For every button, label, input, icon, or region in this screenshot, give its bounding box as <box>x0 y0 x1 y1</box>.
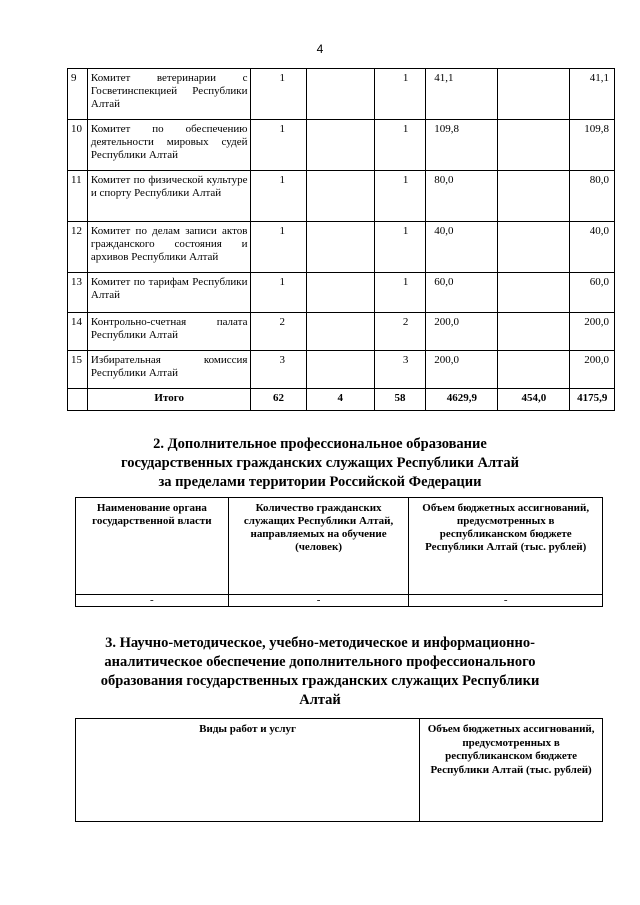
value-cell: 40,0 <box>570 222 615 273</box>
section-2-table <box>75 497 603 607</box>
organ-name: Комитет по делам записи актов гражданского состояния и архивов Республики Алтай <box>87 222 251 273</box>
budget-table-body <box>68 69 615 411</box>
value-cell <box>498 171 570 222</box>
value-cell: 3 <box>251 351 306 389</box>
value-cell: 41,1 <box>570 69 615 120</box>
section-3-title <box>0 634 640 710</box>
row-number: 15 <box>68 351 88 389</box>
value-cell: 41,1 <box>426 69 498 120</box>
row-number: 14 <box>68 313 88 351</box>
section-2-title-line: за пределами территории Российской Федерации <box>158 474 482 490</box>
section-3-table <box>75 718 603 822</box>
table-row <box>68 69 615 120</box>
value-cell: 60,0 <box>570 273 615 313</box>
value-cell <box>306 120 374 171</box>
total-row <box>68 389 615 411</box>
value-cell: 200,0 <box>570 313 615 351</box>
row-number: 13 <box>68 273 88 313</box>
row-number: 11 <box>68 171 88 222</box>
section-2-title-line: государственных гражданских служащих Республики Алтай <box>120 455 520 471</box>
organ-name: Комитет по физической культуре и спорту Республики Алтай <box>87 171 251 222</box>
value-cell <box>306 222 374 273</box>
value-cell: 1 <box>374 69 425 120</box>
value-cell: 1 <box>251 69 306 120</box>
value-cell: 109,8 <box>570 120 615 171</box>
table-row <box>68 120 615 171</box>
total-value: 4175,9 <box>570 389 615 411</box>
column-header-work-types: Виды работ и услуг <box>76 719 420 822</box>
organ-name: Контрольно-счетная палата Республики Алтай <box>87 313 251 351</box>
value-cell: 60,0 <box>426 273 498 313</box>
section-2-title <box>0 435 640 492</box>
column-header-organ: Наименование органа государственной власти <box>76 498 229 595</box>
value-cell <box>306 171 374 222</box>
section-2-title-line: 2. Дополнительное профессиональное образование <box>153 436 487 452</box>
value-cell <box>498 313 570 351</box>
table-row <box>68 273 615 313</box>
page-number: 4 <box>316 42 324 56</box>
value-cell: 80,0 <box>570 171 615 222</box>
value-cell: 2 <box>374 313 425 351</box>
total-value: 454,0 <box>498 389 570 411</box>
section-3-title-line: Алтай <box>299 692 341 708</box>
value-cell: 1 <box>374 171 425 222</box>
section-3-title-line: аналитическое обеспечение дополнительного профессионального <box>104 654 536 670</box>
value-cell: 200,0 <box>570 351 615 389</box>
row-number: 10 <box>68 120 88 171</box>
value-cell <box>306 69 374 120</box>
value-cell <box>306 313 374 351</box>
value-cell: 1 <box>251 171 306 222</box>
value-cell: 109,8 <box>426 120 498 171</box>
table-row <box>68 313 615 351</box>
total-value: 4 <box>306 389 374 411</box>
column-header-budget: Объем бюджетных ассигнований, предусмотренных в республиканском бюджете Республики Алтай (тыс. рублей) <box>420 719 603 822</box>
value-cell: 80,0 <box>426 171 498 222</box>
value-cell: 2 <box>251 313 306 351</box>
value-cell <box>498 273 570 313</box>
organ-name: Избирательная комиссия Республики Алтай <box>87 351 251 389</box>
total-value: 4629,9 <box>426 389 498 411</box>
table-row <box>68 222 615 273</box>
value-cell: 40,0 <box>426 222 498 273</box>
value-cell: 1 <box>374 120 425 171</box>
organ-name: Комитет ветеринарии с Госветинспекцией Республики Алтай <box>87 69 251 120</box>
organ-name: Комитет по обеспечению деятельности мировых судей Республики Алтай <box>87 120 251 171</box>
total-value: 58 <box>374 389 425 411</box>
budget-table <box>67 68 615 411</box>
column-header-budget: Объем бюджетных ассигнований, предусмотренных в республиканском бюджете Республики Алтай (тыс. рублей) <box>409 498 603 595</box>
total-value: 62 <box>251 389 306 411</box>
organ-name: Комитет по тарифам Республики Алтай <box>87 273 251 313</box>
section-3-title-line: 3. Научно-методическое, учебно-методическое и информационно- <box>105 635 535 651</box>
table-row <box>68 351 615 389</box>
value-cell: 1 <box>251 273 306 313</box>
value-cell <box>498 120 570 171</box>
table-cell: - <box>76 595 229 607</box>
table-cell: - <box>228 595 409 607</box>
value-cell: 1 <box>251 120 306 171</box>
value-cell <box>498 351 570 389</box>
value-cell: 1 <box>374 222 425 273</box>
value-cell: 1 <box>251 222 306 273</box>
value-cell <box>306 351 374 389</box>
value-cell <box>498 222 570 273</box>
row-number: 9 <box>68 69 88 120</box>
section-3-title-line: образования государственных гражданских служащих Республики <box>100 673 540 689</box>
table-row <box>76 595 603 607</box>
value-cell <box>306 273 374 313</box>
table-cell <box>68 389 88 411</box>
value-cell: 200,0 <box>426 351 498 389</box>
value-cell: 1 <box>374 273 425 313</box>
row-number: 12 <box>68 222 88 273</box>
column-header-count: Количество гражданских служащих Республики Алтай, направляемых на обучение (человек) <box>228 498 409 595</box>
total-label: Итого <box>87 389 251 411</box>
table-row <box>68 171 615 222</box>
table-cell: - <box>409 595 603 607</box>
value-cell: 200,0 <box>426 313 498 351</box>
value-cell: 3 <box>374 351 425 389</box>
value-cell <box>498 69 570 120</box>
